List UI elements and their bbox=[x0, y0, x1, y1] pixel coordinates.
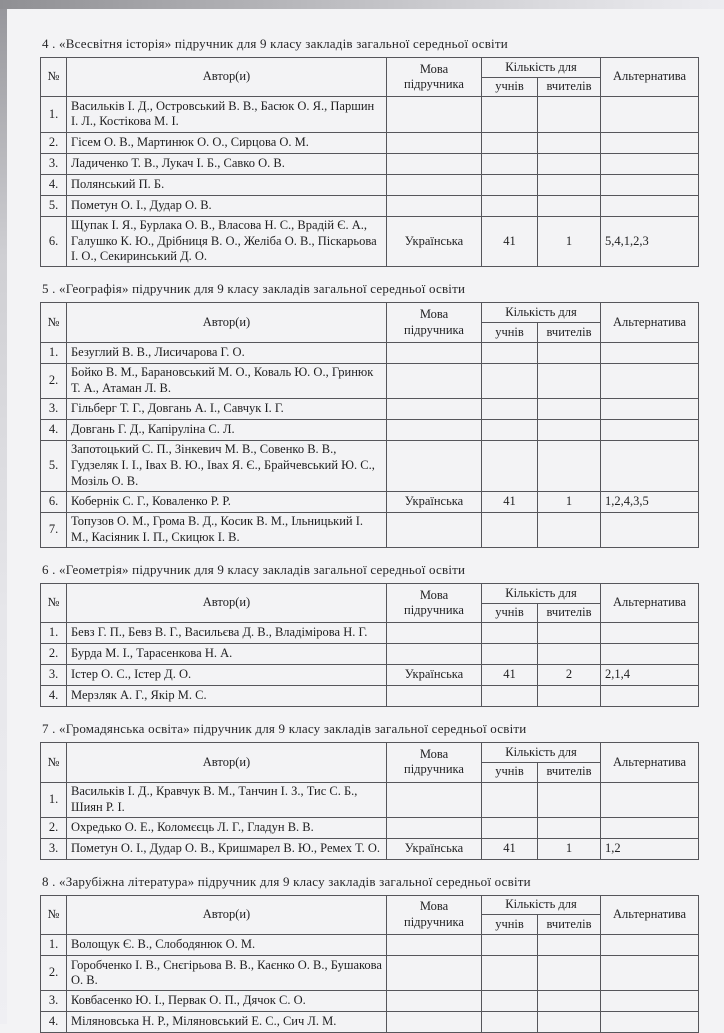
authors-cell: Безуглий В. В., Лисичарова Г. О. bbox=[67, 342, 387, 363]
table-row bbox=[41, 838, 699, 859]
section-foreign-literature bbox=[40, 874, 698, 1033]
textbook-table bbox=[40, 742, 699, 860]
language-cell bbox=[387, 623, 482, 644]
column-header-teachers: вчителів bbox=[538, 915, 601, 935]
alternative-cell bbox=[601, 97, 699, 132]
row-number-cell: 3. bbox=[41, 838, 67, 859]
alternative-cell bbox=[601, 686, 699, 707]
table-row bbox=[41, 512, 699, 547]
students-count-cell bbox=[482, 153, 538, 174]
column-header-alternative: Альтернатива bbox=[601, 895, 699, 934]
teachers-count-cell bbox=[538, 644, 601, 665]
language-cell bbox=[387, 398, 482, 419]
column-header-teachers: вчителів bbox=[538, 762, 601, 782]
authors-cell: Горобченко І. В., Снєгірьова В. В., Каєнко О. В., Бушакова О. В. bbox=[67, 956, 387, 991]
teachers-count-cell bbox=[538, 817, 601, 838]
authors-cell: Пометун О. І., Дудар О. В. bbox=[67, 195, 387, 216]
authors-cell: Кобернік С. Г., Коваленко Р. Р. bbox=[67, 491, 387, 512]
students-count-cell bbox=[482, 512, 538, 547]
section-title: 5 . «Географія» підручник для 9 класу закладів загальної середньої освіти bbox=[42, 281, 466, 297]
teachers-count-cell bbox=[538, 398, 601, 419]
alternative-cell bbox=[601, 623, 699, 644]
students-count-cell bbox=[482, 195, 538, 216]
row-number-cell: 3. bbox=[41, 153, 67, 174]
students-count-cell bbox=[482, 782, 538, 817]
language-cell bbox=[387, 991, 482, 1012]
column-header-language: Мова підручника bbox=[387, 303, 482, 342]
column-header-students: учнів bbox=[482, 323, 538, 343]
teachers-count-cell bbox=[538, 342, 601, 363]
authors-cell: Бурда М. І., Тарасенкова Н. А. bbox=[67, 644, 387, 665]
row-number-cell: 2. bbox=[41, 956, 67, 991]
alternative-cell bbox=[601, 342, 699, 363]
table-row bbox=[41, 991, 699, 1012]
authors-cell: Волощук Є. В., Слободянюк О. М. bbox=[67, 935, 387, 956]
language-cell: Українська bbox=[387, 838, 482, 859]
alternative-cell: 1,2,4,3,5 bbox=[601, 491, 699, 512]
authors-cell: Щупак І. Я., Бурлака О. В., Власова Н. С., Врадій Є. А., Галушко К. Ю., Дрібниця В. О., Желіба О. В., Піскарьова І. О., Секиринський Д. О. bbox=[67, 216, 387, 267]
students-count-cell: 41 bbox=[482, 665, 538, 686]
language-cell: Українська bbox=[387, 491, 482, 512]
row-number-cell: 2. bbox=[41, 363, 67, 398]
teachers-count-cell: 1 bbox=[538, 216, 601, 267]
row-number-cell: 4. bbox=[41, 419, 67, 440]
teachers-count-cell: 1 bbox=[538, 838, 601, 859]
alternative-cell bbox=[601, 1012, 699, 1033]
section-geometry bbox=[40, 562, 698, 707]
alternative-cell bbox=[601, 782, 699, 817]
language-cell bbox=[387, 174, 482, 195]
alternative-cell bbox=[601, 153, 699, 174]
column-header-alternative: Альтернатива bbox=[601, 584, 699, 623]
column-header-alternative: Альтернатива bbox=[601, 58, 699, 97]
section-world-history bbox=[40, 36, 698, 267]
column-header-teachers: вчителів bbox=[538, 603, 601, 623]
authors-cell: Бевз Г. П., Бевз В. Г., Васильєва Д. В., Владімірова Н. Г. bbox=[67, 623, 387, 644]
row-number-cell: 1. bbox=[41, 342, 67, 363]
table-row bbox=[41, 195, 699, 216]
alternative-cell bbox=[601, 195, 699, 216]
column-header-quantity: Кількість для bbox=[482, 895, 601, 915]
row-number-cell: 6. bbox=[41, 491, 67, 512]
language-cell: Українська bbox=[387, 665, 482, 686]
students-count-cell bbox=[482, 991, 538, 1012]
column-header-teachers: вчителів bbox=[538, 77, 601, 97]
language-cell bbox=[387, 97, 482, 132]
column-header-students: учнів bbox=[482, 762, 538, 782]
language-cell bbox=[387, 1012, 482, 1033]
row-number-cell: 3. bbox=[41, 991, 67, 1012]
language-cell bbox=[387, 132, 482, 153]
section-civic-education bbox=[40, 721, 698, 860]
language-cell bbox=[387, 342, 482, 363]
row-number-cell: 3. bbox=[41, 398, 67, 419]
authors-cell: Полянський П. Б. bbox=[67, 174, 387, 195]
alternative-cell bbox=[601, 512, 699, 547]
teachers-count-cell bbox=[538, 623, 601, 644]
table-row bbox=[41, 491, 699, 512]
alternative-cell bbox=[601, 174, 699, 195]
column-header-students: учнів bbox=[482, 915, 538, 935]
students-count-cell: 41 bbox=[482, 838, 538, 859]
column-header-language: Мова підручника bbox=[387, 584, 482, 623]
language-cell bbox=[387, 817, 482, 838]
language-cell bbox=[387, 195, 482, 216]
language-cell bbox=[387, 686, 482, 707]
section-title: 4 . «Всесвітня історія» підручник для 9 класу закладів загальної середньої освіти bbox=[42, 36, 508, 51]
students-count-cell: 41 bbox=[482, 216, 538, 267]
column-header-language: Мова підручника bbox=[387, 895, 482, 934]
teachers-count-cell bbox=[538, 782, 601, 817]
row-number-cell: 1. bbox=[41, 935, 67, 956]
students-count-cell bbox=[482, 342, 538, 363]
students-count-cell bbox=[482, 686, 538, 707]
column-header-number: № bbox=[41, 743, 67, 782]
textbook-table bbox=[40, 583, 699, 707]
teachers-count-cell bbox=[538, 1012, 601, 1033]
students-count-cell bbox=[482, 644, 538, 665]
language-cell bbox=[387, 956, 482, 991]
authors-cell: Топузов О. М., Грома В. Д., Косик В. М., Ільницький І. М., Касіяник І. П., Скицюк І. В. bbox=[67, 512, 387, 547]
column-header-alternative: Альтернатива bbox=[601, 743, 699, 782]
authors-cell: Запотоцький С. П., Зінкевич М. В., Совенко В. В., Гудзеляк І. І., Івах В. Ю., Івах Я. Є., Брайчевський Ю. С., Мозіль О. В. bbox=[67, 440, 387, 491]
alternative-cell bbox=[601, 419, 699, 440]
teachers-count-cell bbox=[538, 956, 601, 991]
table-row bbox=[41, 665, 699, 686]
students-count-cell bbox=[482, 419, 538, 440]
column-header-students: учнів bbox=[482, 77, 538, 97]
authors-cell: Ладиченко Т. В., Лукач І. Б., Савко О. В. bbox=[67, 153, 387, 174]
section-geography bbox=[40, 281, 698, 548]
language-cell: Українська bbox=[387, 216, 482, 267]
table-row bbox=[41, 1012, 699, 1033]
language-cell bbox=[387, 512, 482, 547]
authors-cell: Гільберг Т. Г., Довгань А. І., Савчук І. Г. bbox=[67, 398, 387, 419]
column-header-students: учнів bbox=[482, 603, 538, 623]
column-header-quantity: Кількість для bbox=[482, 303, 601, 323]
row-number-cell: 5. bbox=[41, 440, 67, 491]
authors-cell: Міляновська Н. Р., Міляновський Е. С., Сич Л. М. bbox=[67, 1012, 387, 1033]
teachers-count-cell bbox=[538, 97, 601, 132]
column-header-quantity: Кількість для bbox=[482, 58, 601, 78]
language-cell bbox=[387, 644, 482, 665]
teachers-count-cell: 2 bbox=[538, 665, 601, 686]
students-count-cell bbox=[482, 935, 538, 956]
teachers-count-cell bbox=[538, 132, 601, 153]
column-header-language: Мова підручника bbox=[387, 58, 482, 97]
table-row bbox=[41, 398, 699, 419]
students-count-cell bbox=[482, 1012, 538, 1033]
column-header-language: Мова підручника bbox=[387, 743, 482, 782]
teachers-count-cell bbox=[538, 419, 601, 440]
language-cell bbox=[387, 935, 482, 956]
students-count-cell bbox=[482, 398, 538, 419]
column-header-number: № bbox=[41, 895, 67, 934]
table-row bbox=[41, 97, 699, 132]
row-number-cell: 1. bbox=[41, 97, 67, 132]
students-count-cell bbox=[482, 132, 538, 153]
alternative-cell bbox=[601, 956, 699, 991]
section-title: 8 . «Зарубіжна література» підручник для 9 класу закладів загальної середньої освіти bbox=[42, 873, 531, 889]
row-number-cell: 2. bbox=[41, 817, 67, 838]
language-cell bbox=[387, 153, 482, 174]
table-row bbox=[41, 363, 699, 398]
column-header-alternative: Альтернатива bbox=[601, 303, 699, 342]
teachers-count-cell bbox=[538, 153, 601, 174]
table-row bbox=[41, 623, 699, 644]
students-count-cell: 41 bbox=[482, 491, 538, 512]
authors-cell: Пометун О. І., Дудар О. В., Кришмарел В. Ю., Ремех Т. О. bbox=[67, 838, 387, 859]
textbook-table bbox=[40, 57, 699, 267]
table-row bbox=[41, 956, 699, 991]
alternative-cell: 5,4,1,2,3 bbox=[601, 216, 699, 267]
authors-cell: Бойко В. М., Барановський М. О., Коваль Ю. О., Гринюк Т. А., Атаман Л. В. bbox=[67, 363, 387, 398]
section-title: 6 . «Геометрія» підручник для 9 класу закладів загальної середньої освіти bbox=[42, 562, 466, 577]
table-row bbox=[41, 153, 699, 174]
row-number-cell: 7. bbox=[41, 512, 67, 547]
textbook-table bbox=[40, 302, 699, 548]
teachers-count-cell bbox=[538, 363, 601, 398]
teachers-count-cell bbox=[538, 686, 601, 707]
column-header-number: № bbox=[41, 58, 67, 97]
row-number-cell: 4. bbox=[41, 1012, 67, 1033]
authors-cell: Ковбасенко Ю. І., Первак О. П., Дячок С. О. bbox=[67, 991, 387, 1012]
language-cell bbox=[387, 440, 482, 491]
row-number-cell: 3. bbox=[41, 665, 67, 686]
table-row bbox=[41, 216, 699, 267]
row-number-cell: 5. bbox=[41, 195, 67, 216]
alternative-cell bbox=[601, 817, 699, 838]
table-row bbox=[41, 342, 699, 363]
students-count-cell bbox=[482, 817, 538, 838]
alternative-cell: 2,1,4 bbox=[601, 665, 699, 686]
section-title: 7 . «Громадянська освіта» підручник для 9 класу закладів загальної середньої освіти bbox=[42, 721, 527, 737]
alternative-cell bbox=[601, 363, 699, 398]
column-header-quantity: Кількість для bbox=[482, 584, 601, 604]
table-row bbox=[41, 644, 699, 665]
authors-cell: Охредько О. Е., Коломєєць Л. Г., Гладун В. В. bbox=[67, 817, 387, 838]
authors-cell: Довгань Г. Д., Капіруліна С. Л. bbox=[67, 419, 387, 440]
language-cell bbox=[387, 363, 482, 398]
teachers-count-cell bbox=[538, 935, 601, 956]
authors-cell: Гісем О. В., Мартинюк О. О., Сирцова О. М. bbox=[67, 132, 387, 153]
authors-cell: Васильків І. Д., Островський В. В., Басюк О. Я., Паршин І. Л., Костікова М. І. bbox=[67, 97, 387, 132]
table-row bbox=[41, 132, 699, 153]
students-count-cell bbox=[482, 97, 538, 132]
teachers-count-cell bbox=[538, 991, 601, 1012]
alternative-cell bbox=[601, 644, 699, 665]
alternative-cell bbox=[601, 398, 699, 419]
row-number-cell: 2. bbox=[41, 644, 67, 665]
alternative-cell bbox=[601, 440, 699, 491]
table-row bbox=[41, 419, 699, 440]
alternative-cell bbox=[601, 132, 699, 153]
row-number-cell: 2. bbox=[41, 132, 67, 153]
authors-cell: Істер О. С., Істер Д. О. bbox=[67, 665, 387, 686]
table-row bbox=[41, 817, 699, 838]
students-count-cell bbox=[482, 363, 538, 398]
column-header-number: № bbox=[41, 303, 67, 342]
teachers-count-cell bbox=[538, 512, 601, 547]
row-number-cell: 6. bbox=[41, 216, 67, 267]
column-header-authors: Автор(и) bbox=[67, 303, 387, 342]
teachers-count-cell: 1 bbox=[538, 491, 601, 512]
row-number-cell: 4. bbox=[41, 174, 67, 195]
students-count-cell bbox=[482, 440, 538, 491]
column-header-authors: Автор(и) bbox=[67, 895, 387, 934]
table-row bbox=[41, 935, 699, 956]
authors-cell: Васильків І. Д., Кравчук В. М., Танчин І. З., Тис С. Б., Шиян Р. І. bbox=[67, 782, 387, 817]
alternative-cell bbox=[601, 991, 699, 1012]
table-row bbox=[41, 782, 699, 817]
language-cell bbox=[387, 782, 482, 817]
language-cell bbox=[387, 419, 482, 440]
students-count-cell bbox=[482, 174, 538, 195]
table-row bbox=[41, 686, 699, 707]
textbook-table bbox=[40, 895, 699, 1033]
column-header-authors: Автор(и) bbox=[67, 584, 387, 623]
alternative-cell: 1,2 bbox=[601, 838, 699, 859]
authors-cell: Мерзляк А. Г., Якір М. С. bbox=[67, 686, 387, 707]
column-header-authors: Автор(и) bbox=[67, 58, 387, 97]
column-header-quantity: Кількість для bbox=[482, 743, 601, 763]
table-row bbox=[41, 174, 699, 195]
students-count-cell bbox=[482, 623, 538, 644]
teachers-count-cell bbox=[538, 174, 601, 195]
column-header-authors: Автор(и) bbox=[67, 743, 387, 782]
row-number-cell: 1. bbox=[41, 782, 67, 817]
students-count-cell bbox=[482, 956, 538, 991]
row-number-cell: 4. bbox=[41, 686, 67, 707]
row-number-cell: 1. bbox=[41, 623, 67, 644]
alternative-cell bbox=[601, 935, 699, 956]
column-header-teachers: вчителів bbox=[538, 323, 601, 343]
teachers-count-cell bbox=[538, 440, 601, 491]
table-row bbox=[41, 440, 699, 491]
teachers-count-cell bbox=[538, 195, 601, 216]
column-header-number: № bbox=[41, 584, 67, 623]
